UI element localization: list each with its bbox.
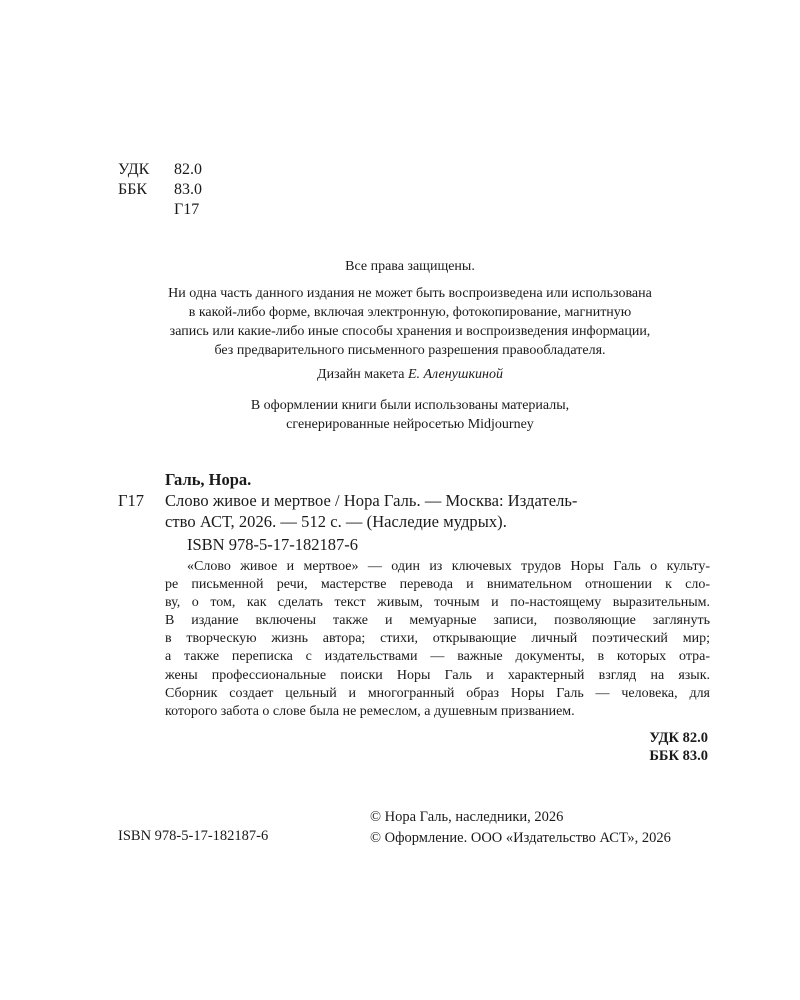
- rights-line: Ни одна часть данного издания не может быть воспроизведена или использована: [168, 286, 652, 301]
- ai-note-line: сгенерированные нейросетью Midjourney: [286, 417, 534, 432]
- bbk-value: 83.0: [174, 181, 202, 198]
- catalog-isbn: ISBN 978-5-17-182187-6: [187, 535, 358, 554]
- ai-note-line: В оформлении книги были использованы материалы,: [250, 398, 570, 413]
- udk-value: 82.0: [174, 161, 202, 178]
- annotation-line: В издание включены также и мемуарные записи, позволяющие заглянуть: [165, 613, 710, 629]
- designer-name: Е. Аленушкиной: [407, 367, 503, 382]
- copyright-isbn: ISBN 978-5-17-182187-6: [118, 828, 269, 844]
- rights-text: [110, 284, 710, 360]
- annotation-line: Сборник создает цельный и многогранный образ Норы Галь — человека, для: [165, 685, 710, 701]
- copyright-line: © Нора Галь, наследники, 2026: [370, 809, 564, 825]
- footer-udk: УДК 82.0: [649, 730, 708, 746]
- annotation: [165, 558, 710, 721]
- annotation-line: ву, о том, как сделать текст живым, точным и по-настоящему выразительным.: [165, 595, 710, 611]
- rights-title: Все права защищены.: [345, 259, 475, 274]
- ai-note: [110, 396, 710, 434]
- catalog-description-line: Слово живое и мертвое / Нора Галь. — Москва: Издатель-: [165, 491, 578, 510]
- copyright-block: [370, 807, 671, 849]
- annotation-line: а также переписка с издательствами — важные документы, в которых отра-: [165, 649, 710, 665]
- footer-bbk: ББК 83.0: [649, 748, 708, 764]
- design-credit: [110, 367, 710, 383]
- catalog-description-line: ство АСТ, 2026. — 512 с. — (Наследие мудрых).: [165, 512, 507, 531]
- udk-row: [118, 160, 202, 180]
- rights-line: в какой-либо форме, включая электронную, фотокопирование, магнитную: [188, 305, 632, 320]
- udk-bbk-footer: [649, 729, 708, 765]
- annotation-line: в творческую жизнь автора; стихи, открывающие личный поэтический мир;: [165, 631, 710, 647]
- bbk-row: [118, 180, 202, 200]
- rights-line: без предварительного письменного разрешения правообладателя.: [214, 343, 606, 358]
- design-prefix: Дизайн макета: [317, 367, 405, 382]
- catalog-author: Галь, Нора.: [165, 470, 252, 489]
- rights-line: запись или какие-либо иные способы хранения и воспроизведения информации,: [169, 324, 651, 339]
- annotation-line: которого забота о слове была не ремеслом, а душевным призванием.: [165, 703, 575, 719]
- copyright-line: © Оформление. ООО «Издательство АСТ», 2026: [370, 830, 671, 846]
- classification-block: [118, 160, 202, 220]
- catalog-mark: Г17: [118, 491, 145, 510]
- annotation-line: ре письменной речи, мастерстве перевода и внимательном отношении к сло-: [165, 577, 710, 593]
- annotation-line: «Слово живое и мертвое» — один из ключевых трудов Норы Галь о культу-: [187, 559, 710, 574]
- author-mark: Г17: [174, 201, 200, 218]
- bbk-label: ББК: [118, 181, 148, 198]
- udk-label: УДК: [118, 161, 150, 178]
- annotation-line: жены профессиональные поиски Норы Галь и характерный взгляд на язык.: [165, 667, 710, 683]
